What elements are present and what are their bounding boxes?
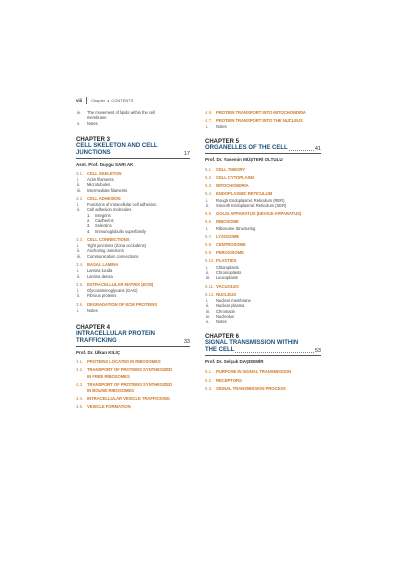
chapter-title-row[interactable] [205, 347, 321, 356]
toc-section[interactable]: 4.7. PROTEIN TRANSPORT INTO THE NUCLEUS [205, 118, 303, 124]
toc-subitem[interactable]: 4. Immunoglobulin superfamily [87, 228, 146, 234]
toc-right-column [205, 110, 321, 392]
toc-subitem[interactable]: 2. Cadherins [87, 218, 114, 224]
toc-item[interactable]: i. Chloroplasts [206, 264, 239, 270]
toc-subitem[interactable]: 3. Selectins [87, 223, 112, 229]
toc-item[interactable]: v. Notes [206, 319, 227, 325]
toc-section[interactable]: 3.1. CELL SKELETON [76, 170, 122, 176]
toc-section[interactable]: 5.7. LYSOSOME [205, 233, 240, 239]
bullet-icon: ● [107, 98, 110, 103]
toc-section[interactable]: 6.2. RECEPTORS [205, 377, 242, 383]
chapter-author: Prof. Dr. Yasemin MÜŞTERİ OLTULU [205, 156, 283, 162]
header-divider [86, 97, 87, 104]
toc-section[interactable]: 4.4. INTRACELLULAR VESICLE TRAFFICKING [76, 396, 170, 402]
toc-item[interactable]: i. Notes [77, 307, 98, 313]
leader-dots [289, 150, 314, 151]
toc-section[interactable]: 3.3. CELL CONNECTIONS [76, 236, 130, 242]
toc-item[interactable]: iv. Nucleolus [206, 313, 234, 319]
toc-section[interactable]: 5.8. CENTROSOME [205, 242, 246, 248]
chapter-title: CELL SKELETON AND CELL JUNCTIONS [76, 142, 158, 156]
toc-item[interactable]: iii. Intermediate filaments [77, 187, 128, 193]
chapter-page: 41 [314, 145, 321, 152]
toc-section[interactable]: 4.3. TRANSPORT OF PROTEINS SYNTHESIZED [76, 381, 173, 387]
chapter-author: Asst. Prof. Duygu SARI AK [76, 161, 134, 167]
toc-section[interactable]: 5.2. CELL CYTOPLASM [205, 174, 254, 180]
toc-item[interactable]: i. Tight junctions (Zona occludens) [77, 243, 147, 249]
chapter-title: ORGANELLES OF THE CELL [205, 144, 288, 151]
header-chapter: Chapter [91, 98, 106, 103]
toc-section[interactable]: 4.2. TRANSPORT OF PROTEINS SYNTHESIZED [76, 367, 173, 373]
toc-item[interactable]: iv. The movement of lipids within the cell [77, 110, 156, 115]
running-header [76, 97, 133, 104]
chapter-title-row[interactable] [205, 145, 321, 154]
chapter-author: Prof. Dr. Ülkan KILIÇ [76, 350, 121, 356]
toc-section-cont[interactable]: IN FREE RIBOSOMES [87, 373, 130, 379]
toc-item[interactable]: ii. Chromoplasts [206, 269, 242, 275]
page-number: viii [76, 98, 83, 103]
toc-section[interactable]: 6.1. PURPOSE IN SIGNAL TRANSMISSION [205, 369, 291, 375]
toc-item[interactable]: iii. Communication connections [77, 253, 139, 259]
toc-item[interactable]: membrane [87, 115, 107, 121]
toc-item[interactable]: v. Notes [77, 120, 98, 126]
toc-item[interactable]: ii. Microtubules [77, 182, 111, 188]
toc-item[interactable]: ii. Nuclear plasma [206, 303, 245, 309]
chapter-title-row[interactable] [76, 143, 190, 159]
toc-section[interactable]: 4.6. PROTEIN TRANSPORT INTO MITOCHONDRIA [205, 110, 306, 115]
toc-subitem[interactable]: 1. Integrins [87, 212, 111, 218]
toc-section[interactable]: 4.1. PROTEINS LOCATED IN RIBOSOMES [76, 359, 161, 365]
toc-section[interactable]: 6.3. SIGNAL TRANSMISSION PROCESS [205, 385, 286, 391]
leader-dots [235, 352, 314, 353]
toc-item[interactable]: i. Lamina lucida [77, 268, 113, 274]
chapter-title-line1[interactable]: SIGNAL TRANSMISSION WITHIN [205, 340, 299, 347]
toc-section[interactable]: 3.4. BASAL LAMINA [76, 262, 119, 268]
toc-item[interactable]: ii. Fibrous proteins [77, 293, 117, 299]
toc-item[interactable]: ii. Smooth Endoplasmic Reticulum (SER) [206, 202, 287, 208]
chapter-label: CHAPTER 3 [76, 136, 111, 143]
chapter-title: INTRACELLULAR PROTEIN TRAFFICKING [76, 331, 155, 345]
chapter-page: 17 [183, 150, 190, 157]
toc-section-cont[interactable]: IN BOUND RIBOSOMES [87, 387, 134, 393]
toc-item[interactable]: iii. Leucoplasts [206, 275, 238, 281]
toc-item[interactable]: i. Glycosaminoglycans (GAG) [77, 288, 138, 294]
toc-section[interactable]: 5.6. RIBOSOME [205, 219, 239, 225]
toc-section[interactable]: 5.4. ENDOPLASMIC RETICULUM [205, 191, 273, 197]
toc-item[interactable]: i. Functions of intracellular cell adhesion [77, 202, 157, 208]
toc-item[interactable]: iii. Chromatin [206, 308, 235, 314]
toc-item[interactable]: i. Ribosome Structuring [206, 225, 256, 231]
chapter-page: 53 [314, 348, 321, 355]
toc-item[interactable]: ii. Anchoring Junctions [77, 248, 124, 254]
toc-item[interactable]: i. Notes [206, 124, 227, 130]
chapter-label: CHAPTER 6 [205, 334, 240, 341]
toc-item[interactable]: ii. Cell adhesion molecules [77, 207, 132, 213]
toc-section[interactable]: 5.11. VACUOLES [205, 283, 239, 289]
toc-section[interactable]: 3.2. CELL ADHESION [76, 195, 121, 201]
toc-item[interactable]: i. Rough Endoplasmic Reticulum (RER) [206, 197, 285, 203]
chapter-title-row[interactable] [76, 331, 190, 347]
toc-item[interactable]: ii. Lamina densa [77, 273, 113, 279]
toc-item[interactable]: i. Nuclear membrane [206, 297, 251, 303]
toc-section[interactable]: 5.3. MITOCHONDRIA [205, 183, 249, 189]
chapter-page: 33 [183, 339, 190, 346]
chapter-title-line2: THE CELL [205, 347, 235, 354]
chapter-label: CHAPTER 5 [205, 138, 240, 145]
chapter-author: Prof. Dr. Selçuk DAŞDEMİR [205, 359, 264, 365]
toc-section[interactable]: 5.1. CELL THEORY [205, 166, 245, 172]
toc-section[interactable]: 3.5. EXTRACELLULAR MATRIX (ECM) [76, 281, 154, 287]
toc-section[interactable]: 5.9. PEROXISOME [205, 250, 244, 256]
header-contents: CONTENTS [111, 98, 134, 103]
toc-section[interactable]: 5.12. NUCLEUS [205, 291, 237, 297]
toc-section[interactable]: 3.6. DEGRADATION OF ECM PROTEINS [76, 301, 158, 307]
toc-item[interactable]: i. Actin filaments [77, 177, 114, 183]
toc-section[interactable]: 5.5. GOLGI APPARATUS (DEVICE-APPARATUS) [205, 211, 302, 217]
toc-section[interactable]: 4.5. VESICLE FORMATION [76, 404, 131, 410]
toc-section[interactable]: 5.10. PLASTIDS [205, 258, 237, 264]
toc-left-column [76, 110, 190, 411]
chapter-label: CHAPTER 4 [76, 325, 111, 332]
